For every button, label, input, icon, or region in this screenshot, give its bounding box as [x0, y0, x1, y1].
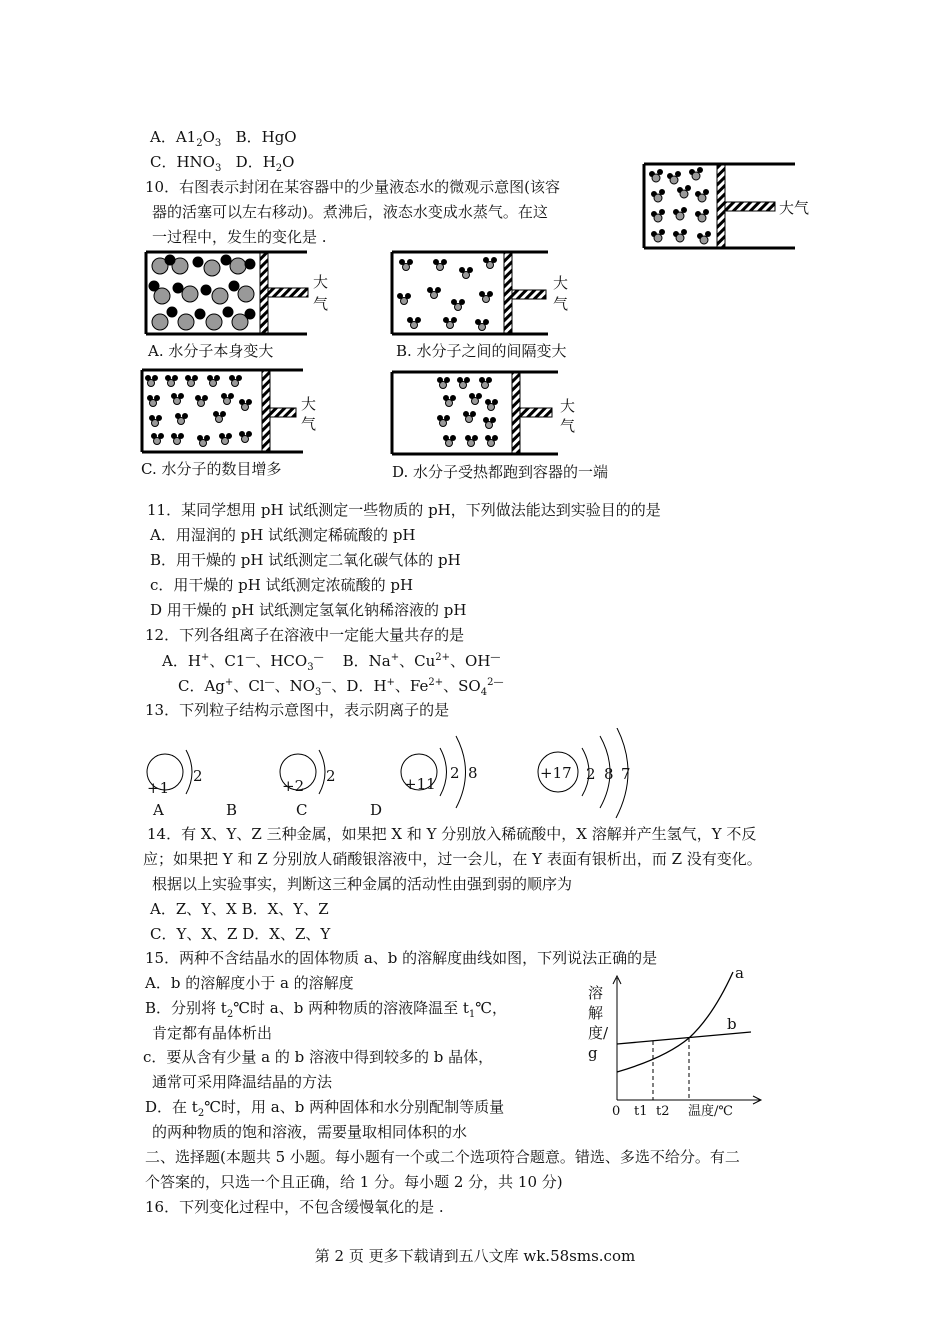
chart-tick-t2: t2 — [656, 1104, 670, 1119]
q10-d-air-2: 气 — [560, 417, 576, 435]
q14-stem-line1: 14．有 X、Y、Z 三种金属，如果把 X 和 Y 分别放入稀硫酸中，X 溶解并产生氢气，Y 不反 — [147, 825, 757, 843]
q16-stem: 16．下列变化过程中，不包含缓慢氧化的是 . — [145, 1198, 444, 1216]
q12-stem: 12．下列各组离子在溶液中一定能大量共存的是 — [145, 626, 465, 644]
q10-option-d: D. 水分子受热都跑到容器的一端 — [392, 463, 609, 481]
q10-c-air-2: 气 — [301, 415, 317, 433]
q15-option-c-line2: 通常可采用降温结晶的方法 — [152, 1073, 333, 1091]
q13-d-electrons-1: 2 — [586, 765, 596, 783]
q14-option-cd: C．Y、X、Z D．X、Z、Y — [150, 925, 331, 943]
q11-option-b: B．用干燥的 pH 试纸测定二氧化碳气体的 pH — [150, 551, 461, 569]
chart-y-label: 溶解度/g — [588, 984, 609, 1062]
q10-stem-line1: 10．右图表示封闭在某容器中的少量液态水的微观示意图(该容 — [145, 178, 560, 196]
series-a-curve — [617, 972, 733, 1072]
q12-option-ab: A．H+、C1—、$HCO_3^—$ B．Na+、$Cu^{2+}$、OH— — [162, 652, 501, 673]
q13-b-electrons: 2 — [326, 767, 336, 785]
q10-a-air-2: 气 — [313, 295, 329, 313]
q11-option-a: A．用湿润的 pH 试纸测定稀硫酸的 pH — [150, 526, 416, 544]
q11-option-d: D 用干燥的 pH 试纸测定氢氧化钠稀溶液的 pH — [150, 601, 467, 619]
q9-option-cd: C．$HNO_3$ D．$H_2O$ — [150, 153, 295, 174]
q10-option-c: C. 水分子的数目增多 — [141, 460, 282, 478]
q13-a-nucleus: +1 — [147, 779, 170, 797]
q12-option-cd: C．Ag+、Cl—、$NO_3^—$、D．H+、$Fe^{2+}$、$SO_4^{2—}$ — [178, 677, 504, 698]
q13-c-electrons-2: 8 — [468, 764, 478, 782]
q15-option-d-line1: D．在 $t_2℃$时，用 a、b 两种固体和水分别配制等质量 — [145, 1098, 505, 1119]
q10-diagram-b — [388, 248, 558, 340]
q15-option-b-line2: 肯定都有晶体析出 — [152, 1024, 273, 1042]
q10-b-air-2: 气 — [553, 295, 569, 313]
q15-stem: 15．两种不含结晶水的固体物质 a、b 的溶解度曲线如图，下列说法正确的是 — [145, 949, 658, 967]
q15-option-a: A．b 的溶解度小于 a 的溶解度 — [145, 974, 354, 992]
chart-tick-t1: t1 — [634, 1104, 648, 1119]
q13-stem: 13．下列粒子结构示意图中，表示阴离子的是 — [145, 701, 450, 719]
q13-d-nucleus: +17 — [540, 764, 572, 782]
section2-line2: 个答案的，只选一个且正确，给 1 分。每小题 2 分，共 10 分) — [145, 1173, 563, 1191]
q13-c-electrons-1: 2 — [450, 764, 460, 782]
q10-c-air-1: 大 — [301, 395, 317, 413]
q10-b-air-1: 大 — [553, 274, 569, 292]
q9-option-ab: A．$A1_2O_3$ B．HgO — [150, 128, 297, 149]
q13-d-electrons-2: 8 — [604, 765, 614, 783]
chart-series-a-label: a — [735, 964, 744, 982]
q14-stem-line2: 应；如果把 Y 和 Z 分别放人硝酸银溶液中，过一会儿，在 Y 表面有银析出，而 Z 没有变化。 — [143, 850, 762, 868]
q13-label-c: C — [296, 801, 308, 819]
q15-option-b-line1: B．分别将 $t_2℃$时 a、b 两种物质的溶液降温至 $t_1℃$， — [145, 999, 508, 1020]
q11-option-c: c．用干燥的 pH 试纸测定浓硫酸的 pH — [150, 576, 414, 594]
q13-d-electrons-3: 7 — [621, 765, 631, 783]
q13-c-nucleus: +11 — [404, 775, 436, 793]
q10-reference-air-label: 大气 — [779, 199, 810, 217]
q14-option-ab: A．Z、Y、X B．X、Y、Z — [150, 900, 329, 918]
q13-label-a: A — [153, 801, 164, 819]
q10-option-b: B. 水分子之间的间隔变大 — [396, 342, 567, 360]
q10-diagram-a — [142, 248, 312, 340]
q14-stem-line3: 根据以上实验事实，判断这三种金属的活动性由强到弱的顺序为 — [152, 875, 573, 893]
q15-option-d-line2: 的两种物质的饱和溶液，需要量取相同体积的水 — [152, 1123, 468, 1141]
q10-diagram-d — [388, 368, 568, 460]
chart-origin-label: 0 — [612, 1104, 621, 1119]
q10-stem-line2: 器的活塞可以左右移动)。煮沸后，液态水变成水蒸气。在这 — [152, 203, 548, 221]
q13-label-d: D — [370, 801, 383, 819]
q13-b-nucleus: +2 — [282, 777, 305, 795]
q10-d-air-1: 大 — [560, 397, 576, 415]
q10-diagram-c — [138, 366, 308, 458]
chart-series-b-label: b — [727, 1015, 737, 1033]
q13-a-electrons: 2 — [193, 767, 203, 785]
q10-stem-line3: 一过程中，发生的变化是 . — [152, 228, 327, 246]
q15-option-c-line1: c．要从含有少量 a 的 b 溶液中得到较多的 b 晶体， — [143, 1048, 494, 1066]
q11-stem: 11．某同学想用 pH 试纸测定一些物质的 pH，下列做法能达到实验目的的是 — [147, 501, 661, 519]
chart-x-label: 温度/℃ — [688, 1104, 733, 1119]
q10-option-a: A. 水分子本身变大 — [148, 342, 274, 360]
q13-atom-diagrams — [140, 728, 660, 828]
q13-label-b: B — [226, 801, 238, 819]
page-footer: 第 2 页 更多下载请到五八文库 wk.58sms.com — [314, 1247, 636, 1265]
section2-line1: 二、选择题(本题共 5 小题。每小题有一个或二个选项符合题意。错选、多选不给分。有二 — [145, 1148, 740, 1166]
q10-a-air-1: 大 — [313, 273, 329, 291]
